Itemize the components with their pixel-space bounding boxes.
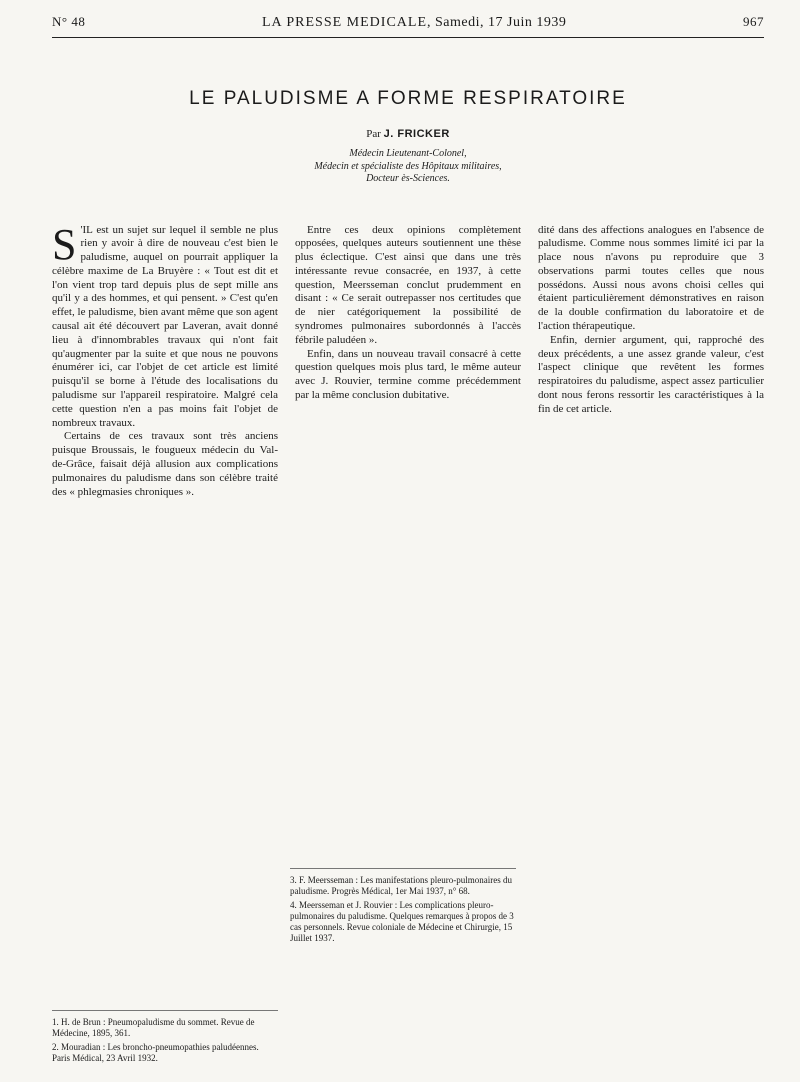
footnote: 3. F. Meersseman : Les manifestations pleuro-pulmonaires du paludisme. Progrès Médical, 1er Mai 1937, n° 68.: [290, 875, 512, 896]
column-2: [295, 224, 521, 500]
column-3: [538, 224, 764, 500]
issue-date: Samedi, 17 Juin 1939: [435, 15, 567, 30]
page-number: 967: [742, 14, 764, 29]
footnote: 4. Meersseman et J. Rouvier : Les complications pleuro-pulmonaires du paludisme. Quelques remarques à propos de 3 cas personnels. Revue coloniale de Médecine et Chirurgie, 15 Juillet 1937.: [290, 900, 514, 943]
paragraph: Entre ces deux opinions complètement opposées, quelques auteurs soutiennent une thèse plus éclectique. C'est ainsi que dans une très intéressante revue consacrée, en 1937, à cette question, Meersseman conclut prudemment en disant : « Ce serait outrepasser nos certitudes que de nier catégoriquement la possibilité de syndromes pulmonaires subordonnés à l'accès fébrile paludéen ».: [295, 223, 521, 346]
journal-name: LA PRESSE MEDICALE: [261, 15, 427, 30]
affiliation-line: Médecin et spécialiste des Hôpitaux militaires,: [314, 160, 502, 172]
paragraph: Enfin, dans un nouveau travail consacré à cette question quelques mois plus tard, le même auteur avec J. Rouvier, termine comme précédemment par la même conclusion dubitative.: [295, 347, 521, 402]
issue-number: N° 48: [52, 14, 86, 29]
byline-prefix: Par: [366, 128, 381, 140]
affiliation-line: Médecin Lieutenant-Colonel,: [349, 148, 467, 159]
byline: [52, 128, 764, 140]
footnotes-left: [52, 1010, 278, 1067]
paragraph: Certains de ces travaux sont très anciens puisque Broussais, le fougueux médecin du Val-de-Grâce, faisait déjà allusion aux complications pulmonaires du paludisme dans son célèbre traité des « phlegmasies chroniques ».: [52, 430, 278, 498]
drop-cap: S: [52, 219, 77, 269]
footnotes-middle: [290, 868, 516, 947]
footnote: 1. H. de Brun : Pneumopaludisme du sommet. Revue de Médecine, 1895, 361.: [52, 1017, 255, 1038]
paragraph: dité dans des affections analogues en l'absence de paludisme. Comme nous sommes limité ici par la place nous n'avons pu reproduire que 3 observations parmi toutes celles que nous possédons. Aussi nous avons choisi celles qui étaient particulièrement démonstratives en raison de la double confirmation du laboratoire et de l'action thérapeutique.: [538, 223, 764, 333]
journal-line: LA PRESSE MEDICALE, Samedi, 17 Juin 1939: [261, 15, 567, 30]
author-name: J. FRICKER: [383, 128, 450, 140]
affiliation-line: Docteur ès-Sciences.: [366, 173, 450, 184]
paragraph: Enfin, dernier argument, qui, rapproché des deux précédents, a une assez grande valeur, c'est l'aspect clinique que revêtent les formes respiratoires du paludisme, aspect assez particulier dont nous ferons ressortir les caractéristiques à la fin de cet article.: [538, 333, 764, 415]
article-body: [52, 219, 764, 500]
article-title: LE PALUDISME A FORME RESPIRATOIRE: [189, 88, 627, 109]
footnote: 2. Mouradian : Les broncho-pneumopathies paludéennes. Paris Médical, 23 Avril 1932.: [52, 1042, 259, 1063]
author-affiliations: [52, 148, 764, 186]
column-1: [52, 219, 278, 500]
paragraph: 'IL est un sujet sur lequel il semble ne plus rien y avoir à dire de nouveau c'est bien le paludisme, auquel on pourrait appliquer la célèbre maxime de La Bruyère : « Tout est dit et l'on vient trop tard depuis plus de sept mille ans qu'il y a des hommes, et qui pensent. » C'est qu'en effet, le paludisme, bien avant même que son agent causal ait été découvert par Laveran, avait donné lieu à d'innombrables travaux qui n'ont fait qu'augmenter par la suite et que nous ne pouvons énumérer ici, car l'objet de cet article est limité puisqu'il se borne à l'étude des localisations du paludisme sur l'appareil respiratoire. Malgré cela cette question n'en a pas moins fait l'objet de nombreux travaux.: [52, 223, 278, 429]
running-header: [52, 14, 764, 38]
